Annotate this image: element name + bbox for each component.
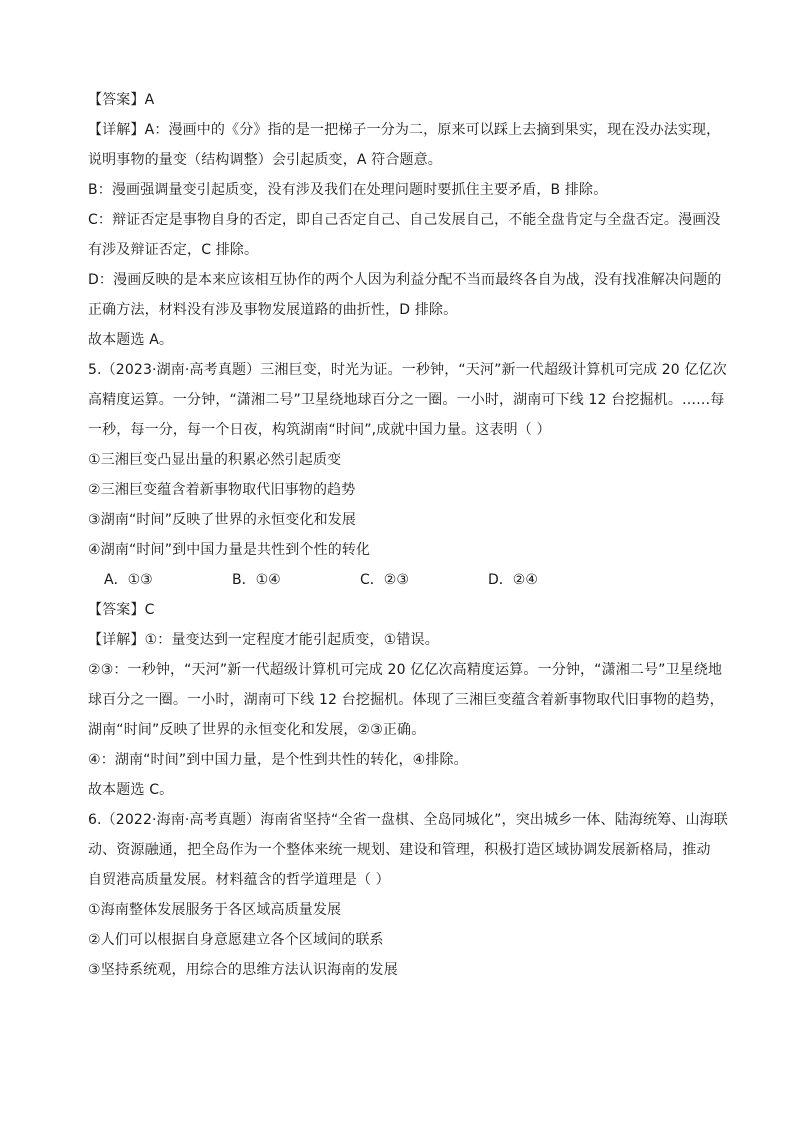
explanation-line: B：漫画强调量变引起质变，没有涉及我们在处理问题时要抓住主要矛盾，B 排除。: [88, 182, 608, 198]
explanation-line: 【详解】A：漫画中的《分》指的是一把梯子一分为二，原来可以踩上去摘到果实，现在没办法实现，: [88, 122, 721, 138]
explanation-line: ④：湖南“时间”到中国力量，是个性到共性的转化，④排除。: [88, 752, 468, 768]
explanation-line: 正确方法，材料没有涉及事物发展道路的曲折性，D 排除。: [88, 302, 458, 318]
explanation-line: 球百分之一圈。一小时，湖南可下线 12 台挖掘机。体现了三湘巨变蕴含着新事物取代旧事物的趋势，: [88, 692, 724, 708]
explanation-line: 湖南“时间”反映了世界的永恒变化和发展，②③正确。: [88, 722, 426, 738]
question-5-stem: 5.（2023·湖南·高考真题）三湘巨变，时光为证。一秒钟，“天河”新一代超级计算机可完成 20 亿亿次: [88, 362, 727, 378]
conclusion-line: 故本题选 A。: [88, 332, 174, 348]
statement-item: ①海南整体发展服务于各区域高质量发展: [88, 902, 342, 918]
statement-item: ②三湘巨变蕴含着新事物取代旧事物的趋势: [88, 482, 356, 498]
answer-label-q5: 【答案】C: [88, 602, 155, 618]
option-d: D．②④: [488, 572, 538, 588]
explanation-line: C：辩证否定是事物自身的否定，即自己否定自己、自己发展自己，不能全盘肯定与全盘否定。漫画没: [88, 212, 721, 228]
option-a: A．①③: [104, 572, 153, 588]
explanation-line: ②③：一秒钟，“天河”新一代超级计算机可完成 20 亿亿次高精度运算。一分钟，“潇湘二号”卫星绕地: [88, 662, 723, 678]
statement-item: ②人们可以根据自身意愿建立各个区域间的联系: [88, 932, 384, 948]
document-body: [88, 86, 728, 986]
conclusion-line: 故本题选 C。: [88, 782, 174, 798]
question-5-stem: 一秒，每一分，每一个日夜，构筑湖南“时间”,成就中国力量。这表明（ ）: [88, 422, 551, 438]
option-c: C．②③: [360, 572, 409, 588]
option-b: B．①④: [232, 572, 281, 588]
explanation-line: 【详解】①：量变达到一定程度才能引起质变，①错误。: [88, 632, 439, 648]
question-6-stem: 自贸港高质量发展。材料蕴含的哲学道理是（ ）: [88, 872, 390, 888]
explanation-line: 说明事物的量变（结构调整）会引起质变，A 符合题意。: [88, 152, 442, 168]
explanation-line: 有涉及辩证否定，C 排除。: [88, 242, 259, 258]
question-6-stem: 6.（2022·海南·高考真题）海南省坚持“全省一盘棋、全岛同城化”，突出城乡一体、陆海统筹、山海联: [88, 812, 728, 828]
answer-options-q5: [88, 566, 728, 596]
answer-label-q4: 【答案】A: [88, 92, 155, 108]
statement-item: ③湖南“时间”反映了世界的永恒变化和发展: [88, 512, 357, 528]
statement-item: ①三湘巨变凸显出量的积累必然引起质变: [88, 452, 342, 468]
question-6-stem: 动、资源融通，把全岛作为一个整体来统一规划、建设和管理，积极打造区域协调发展新格局，推动: [88, 842, 711, 858]
statement-item: ④湖南“时间”到中国力量是共性到个性的转化: [88, 542, 371, 558]
statement-item: ③坚持系统观，用综合的思维方法认识海南的发展: [88, 962, 398, 978]
question-5-stem: 高精度运算。一分钟，“潇湘二号”卫星绕地球百分之一圈。一小时，湖南可下线 12 台挖掘机。……每: [88, 392, 725, 408]
explanation-line: D：漫画反映的是本来应该相互协作的两个人因为利益分配不当而最终各自为战，没有找准解决问题的: [88, 272, 722, 288]
